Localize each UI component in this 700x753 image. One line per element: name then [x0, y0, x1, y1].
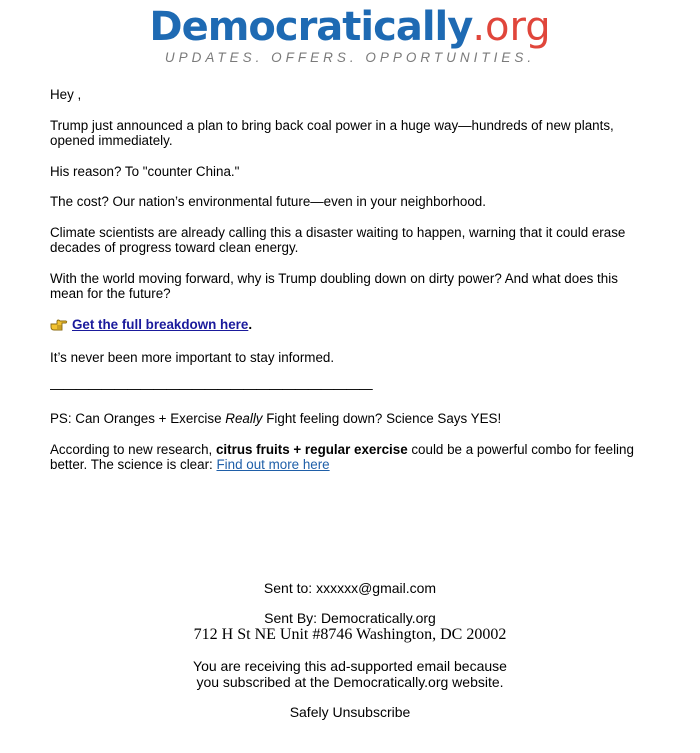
cta-period: . [248, 316, 253, 332]
ps-suffix: Fight feeling down? Science Says YES! [262, 411, 502, 426]
tagline: UPDATES. OFFERS. OPPORTUNITIES. [164, 50, 536, 65]
email-footer [0, 580, 700, 734]
citrus-middle: could be a powerful combo for feeling better. The science is clear: [50, 441, 634, 472]
full-breakdown-link[interactable]: Get the full breakdown here [72, 316, 249, 332]
pointing-hand-icon [50, 318, 68, 336]
sent-by: Sent By: Democratically.org [264, 610, 436, 626]
ps-line [50, 411, 650, 427]
citrus-prefix: According to new research, [50, 441, 216, 457]
paragraph-question: With the world moving forward, why is Trump doubling down on dirty power? And what does this mean for the future? [50, 270, 618, 301]
ps-emphasis: Really [225, 411, 263, 426]
find-out-more-link[interactable]: Find out more here [216, 457, 330, 472]
ps-prefix: PS: Can Oranges + Exercise [50, 411, 226, 426]
unsubscribe-link[interactable]: Safely Unsubscribe [289, 704, 411, 720]
mailing-address: 712 H St NE Unit #8746 Washington, DC 20002 [193, 626, 507, 643]
democratically-logo[interactable] [0, 4, 700, 50]
notice-line-2: you subscribed at the Democratically.org website. [196, 674, 504, 690]
logo-tld-text: .org [472, 4, 551, 50]
paragraph-cost: The cost? Our nation’s environmental future—even in your neighborhood. [50, 194, 486, 209]
divider: ————————————————————————— [50, 380, 373, 396]
paragraph-climate-scientists: Climate scientists are already calling this a disaster waiting to happen, warning that it could erase decades of progress toward clean energy. [50, 224, 626, 255]
greeting: Hey , [50, 87, 82, 102]
paragraph-coal-announcement: Trump just announced a plan to bring back coal power in a huge way—hundreds of new plants, opened immediately. [50, 117, 614, 148]
notice-line-1: You are receiving this ad-supported email because [193, 658, 507, 674]
sent-to: Sent to: xxxxxx@gmail.com [263, 580, 437, 596]
email-body [50, 87, 650, 488]
paragraph-citrus [50, 442, 650, 473]
paragraph-stay-informed: It’s never been more important to stay informed. [50, 350, 335, 365]
email-header [0, 4, 700, 66]
paragraph-reason: His reason? To "counter China." [50, 163, 240, 179]
citrus-bold: citrus fruits + regular exercise [215, 441, 408, 457]
cta-line [50, 317, 650, 336]
logo-main-text: Democratically [149, 4, 473, 50]
subscription-notice [0, 658, 700, 690]
